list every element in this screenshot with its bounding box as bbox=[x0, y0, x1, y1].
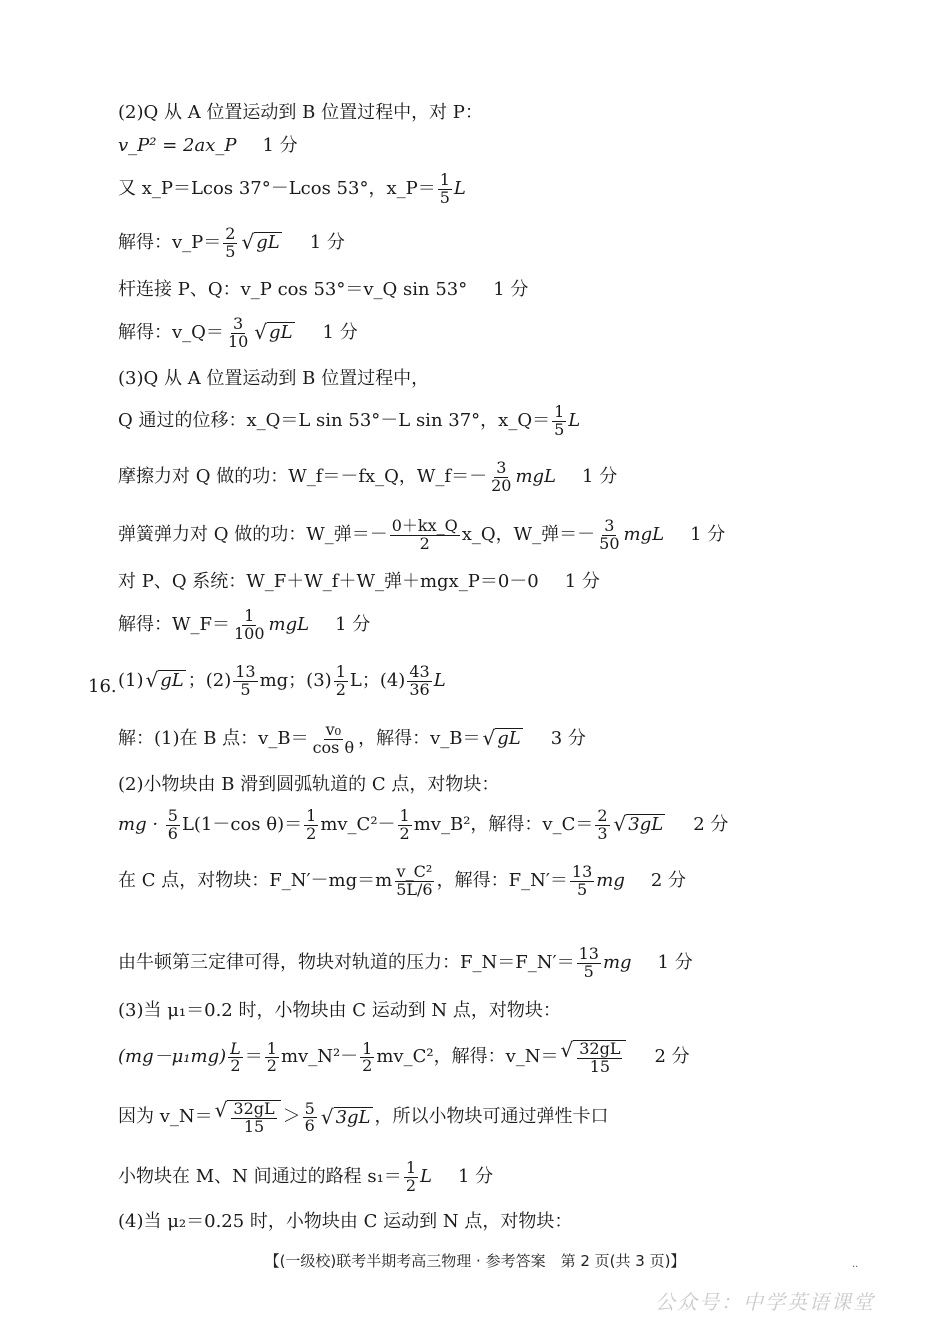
line-path-s1: 小物块在 M、N 间通过的路程 s₁＝ $\frac{1}{2}$ L 1 分 bbox=[118, 1158, 494, 1195]
sqrt: √ gL bbox=[254, 320, 293, 345]
fraction: $\frac{1}{2}$ bbox=[266, 1038, 277, 1076]
fraction: $\frac{L}{2}$ bbox=[230, 1038, 241, 1076]
fraction: $\frac{1}{2}$ bbox=[335, 662, 346, 699]
score-mark: 1 分 bbox=[690, 523, 726, 545]
fraction: $\frac{1}{2}$ bbox=[399, 806, 410, 843]
line-vb: 解：(1)在 B 点：v_B＝ $\frac{\text{v₀}}{\text{cos θ}}$ ，解得：v_B＝ √ gL 3 分 bbox=[118, 720, 586, 757]
fraction: $\frac{1}{2}$ bbox=[362, 1038, 373, 1076]
line-rod: 杆连接 P、Q：v_P cos 53°＝v_Q sin 53° 1 分 bbox=[118, 279, 529, 300]
fraction: $\frac{43}{36}$ bbox=[409, 662, 430, 699]
line-spring-work: 弹簧弹力对 Q 做的功：W_弹＝－ $\frac{0+kx\_Q}{2}$ x_Q，W_弹＝－ $\frac{3}{50}$ mgL 1 分 bbox=[118, 516, 726, 553]
score-mark: 1 分 bbox=[335, 613, 371, 635]
line-q16-answers: (1) √ gL ；(2) $\frac{13}{5}$ mg；(3) $\frac{1}{2}$ L；(4) $\frac{43}{36}$ L bbox=[118, 662, 446, 699]
fraction: $\frac{3}{10}$ bbox=[227, 314, 249, 351]
line-part2-b-to-c: (2)小物块由 B 滑到圆弧轨道的 C 点，对物块： bbox=[118, 774, 500, 795]
fraction: $\frac{2}{5}$ bbox=[225, 224, 236, 261]
line-friction-work: 摩擦力对 Q 做的功：W_f＝－fx_Q，W_f＝－ $\frac{3}{20}$ mgL 1 分 bbox=[118, 458, 618, 495]
fraction: $\frac{1}{100}$ bbox=[234, 606, 265, 643]
sqrt: √ gL bbox=[482, 726, 521, 751]
line-vp-result: 解得：v_P＝ $\frac{2}{5}$ √ gL 1 分 bbox=[118, 224, 345, 261]
score-mark: 3 分 bbox=[550, 727, 586, 749]
sqrt: √ 3gL bbox=[613, 812, 664, 837]
page-footer: 【(一级校)联考半期考高三物理 · 参考答案 第 2 页(共 3 页)】 bbox=[264, 1252, 686, 1270]
line-energy-cn: (mg－μ₁mg) $\frac{L}{2}$ ＝ $\frac{1}{2}$ mv_N²－ $\frac{1}{2}$ mv_C²，解得：v_N＝ √ $\frac{32gL}{15}$ 2 分 bbox=[118, 1038, 690, 1076]
line-xp: 又 x_P＝Lcos 37°－Lcos 53°，x_P＝ $\frac{1}{5}$ L bbox=[118, 170, 466, 207]
line-energy-bc: mg · $\frac{5}{6}$ L(1－cos θ)＝ $\frac{1}{2}$ mv_C²－ $\frac{1}{2}$ mv_B²，解得：v_C＝ $\frac{2}{3}$ √ 3gL 2 分 bbox=[118, 806, 729, 843]
fraction: $\frac{13}{5}$ bbox=[571, 862, 593, 899]
sqrt: √ gL bbox=[241, 230, 280, 255]
fraction: $\frac{13}{5}$ bbox=[235, 662, 256, 699]
watermark: 公众号：中学英语课堂 bbox=[655, 1290, 875, 1314]
fraction: $\frac{1}{5}$ bbox=[554, 402, 565, 439]
fraction: $\frac{0+kx\_Q}{2}$ bbox=[391, 516, 458, 553]
line-compare-vn: 因为 v_N＝ √ $\frac{32gL}{15}$ ＞ $\frac{5}{6}$ √ 3gL ，所以小物块可通过弹性卡口 bbox=[118, 1098, 609, 1136]
line-normal-force-c: 在 C 点，对物块：F_N′－mg＝m $\frac{\text{v\_C²}}{5L/6}$ ，解得：F_N′＝ $\frac{13}{5}$ mg 2 分 bbox=[118, 862, 687, 899]
fraction: $\frac{1}{2}$ bbox=[405, 1158, 416, 1195]
question-number: 16. bbox=[88, 676, 117, 697]
sqrt: √ $\frac{32gL}{15}$ bbox=[215, 1100, 281, 1136]
fraction: $\frac{1}{2}$ bbox=[306, 806, 317, 843]
line-vq-result: 解得：v_Q＝ $\frac{3}{10}$ √ gL 1 分 bbox=[118, 314, 358, 351]
score-mark: 1 分 bbox=[262, 135, 298, 156]
sqrt: √ $\frac{32gL}{15}$ bbox=[561, 1040, 627, 1076]
score-mark: 1 分 bbox=[657, 951, 693, 973]
score-mark: 2 分 bbox=[693, 813, 729, 835]
score-mark: 1 分 bbox=[493, 279, 529, 300]
mark: ·· bbox=[852, 1262, 859, 1273]
line-xq: Q 通过的位移：x_Q＝L sin 53°－L sin 37°，x_Q＝ $\frac{1}{5}$ L bbox=[118, 402, 581, 439]
line-system-energy: 对 P、Q 系统：W_F＋W_f＋W_弹＋mgx_P＝0－0 1 分 bbox=[118, 571, 600, 592]
line-part2-heading: (2)Q 从 A 位置运动到 B 位置过程中，对 P： bbox=[118, 102, 483, 123]
sqrt: √ gL bbox=[145, 668, 184, 693]
score-mark: 1 分 bbox=[322, 321, 358, 343]
fraction: $\frac{\text{v₀}}{\text{cos θ}}$ bbox=[312, 720, 355, 757]
fraction: $\frac{\text{v\_C²}}{5L/6}$ bbox=[396, 862, 433, 899]
fraction: $\frac{3}{20}$ bbox=[491, 458, 512, 495]
fraction: $\frac{2}{3}$ bbox=[597, 806, 608, 843]
score-mark: 1 分 bbox=[457, 1165, 494, 1187]
line-part3-heading: (3)Q 从 A 位置运动到 B 位置过程中， bbox=[118, 368, 430, 389]
fraction: $\frac{1}{5}$ bbox=[439, 170, 450, 207]
line-part4-mu2: (4)当 μ₂＝0.25 时，小物块由 C 运动到 N 点，对物块： bbox=[118, 1211, 573, 1232]
score-mark: 1 分 bbox=[582, 465, 618, 487]
line-vp-eq: v_P² = 2ax_P 1 分 bbox=[118, 135, 298, 156]
sqrt: √ 3gL bbox=[320, 1104, 371, 1129]
fraction: $\frac{3}{50}$ bbox=[599, 516, 620, 553]
line-wf-result: 解得：W_F＝ $\frac{1}{100}$ mgL 1 分 bbox=[118, 606, 371, 643]
score-mark: 2 分 bbox=[650, 869, 687, 891]
fraction: $\frac{5}{6}$ bbox=[167, 806, 178, 843]
score-mark: 1 分 bbox=[564, 571, 600, 592]
line-part3-mu1: (3)当 μ₁＝0.2 时，小物块由 C 运动到 N 点，对物块： bbox=[118, 1000, 561, 1021]
score-mark: 2 分 bbox=[654, 1046, 690, 1068]
line-newton-third: 由牛顿第三定律可得，物块对轨道的压力：F_N＝F_N′＝ $\frac{13}{5}$ mg 1 分 bbox=[118, 944, 693, 981]
score-mark: 1 分 bbox=[309, 231, 345, 253]
fraction: $\frac{13}{5}$ bbox=[578, 944, 599, 981]
fraction: $\frac{5}{6}$ bbox=[304, 1098, 315, 1136]
